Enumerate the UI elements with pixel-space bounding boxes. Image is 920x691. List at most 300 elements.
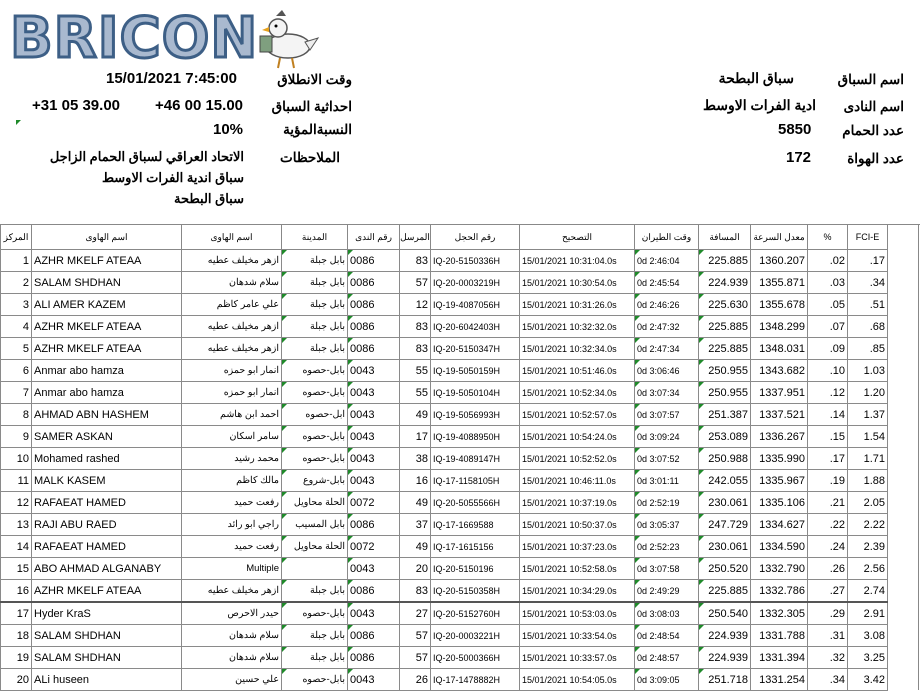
row-city: بابل جبلة [282, 316, 348, 338]
row-distance: 251.387 [699, 404, 751, 426]
row-fci: 2.39 [848, 536, 888, 558]
col-distance: المسافة [699, 225, 751, 250]
row-sent: 12 [400, 294, 431, 316]
row-fancier-ar: احمد ابن هاشم [182, 404, 282, 426]
row-fancier-ar: علي حسين [182, 669, 282, 691]
row-speed: 1355.678 [751, 294, 808, 316]
row-fci: 2.91 [848, 602, 888, 625]
row-city: بابل جبلة [282, 580, 348, 603]
row-club-no: 0072 [348, 492, 400, 514]
row-fancier-ar: راجي ابو رائد [182, 514, 282, 536]
row-fci: 3.08 [848, 625, 888, 647]
row-speed: 1335.990 [751, 448, 808, 470]
row-club-no: 0086 [348, 580, 400, 603]
row-correction: 15/01/2021 10:46:11.0s [520, 470, 635, 492]
row-city: بابل-حصوه [282, 602, 348, 625]
row-sent: 83 [400, 316, 431, 338]
row-fancier-ar: سلام شدهان [182, 272, 282, 294]
row-city: بابل-حصوه [282, 426, 348, 448]
club-name-label: اسم النادى [843, 99, 904, 114]
row-percent: .02 [808, 250, 848, 272]
row-correction: 15/01/2021 10:54:05.0s [520, 669, 635, 691]
row-fancier-en: AHMAD ABN HASHEM [32, 404, 182, 426]
row-position: 17 [1, 602, 32, 625]
row-flight-time: 0d 3:09:24 [635, 426, 699, 448]
row-sent: 38 [400, 448, 431, 470]
row-fancier-en: Anmar abo hamza [32, 360, 182, 382]
row-position: 12 [1, 492, 32, 514]
row-correction: 15/01/2021 10:31:26.0s [520, 294, 635, 316]
row-position: 15 [1, 558, 32, 580]
row-correction: 15/01/2021 10:30:54.0s [520, 272, 635, 294]
row-fancier-en: AZHR MKELF ATEAA [32, 250, 182, 272]
race-latitude: +31 05 39.00 [32, 97, 121, 114]
table-row [1, 514, 888, 536]
row-fancier-ar: Multiple [182, 558, 282, 580]
col-percent: % [808, 225, 848, 250]
notes-label: الملاحظات [280, 150, 340, 165]
table-row [1, 558, 888, 580]
row-fancier-en: Mohamed rashed [32, 448, 182, 470]
row-city: بابل-حصوه [282, 669, 348, 691]
row-fci: 1.03 [848, 360, 888, 382]
row-ring: IQ-19-4089147H [431, 448, 520, 470]
row-flight-time: 0d 2:48:57 [635, 647, 699, 669]
percentage: 10% [213, 121, 244, 138]
row-percent: .32 [808, 647, 848, 669]
row-percent: .34 [808, 669, 848, 691]
row-speed: 1337.951 [751, 382, 808, 404]
row-fci: .34 [848, 272, 888, 294]
row-fancier-ar: ازهر مخيلف عطيه [182, 580, 282, 603]
col-city: المدينة [282, 225, 348, 250]
row-distance: 225.885 [699, 316, 751, 338]
row-position: 16 [1, 580, 32, 603]
row-percent: .29 [808, 602, 848, 625]
row-city: بابل-شروع [282, 470, 348, 492]
birds-count-label: عدد الحمام [842, 123, 904, 138]
row-speed: 1337.521 [751, 404, 808, 426]
row-speed: 1348.031 [751, 338, 808, 360]
row-correction: 15/01/2021 10:37:23.0s [520, 536, 635, 558]
row-fancier-ar: سلام شدهان [182, 647, 282, 669]
row-sent: 26 [400, 669, 431, 691]
row-sent: 83 [400, 250, 431, 272]
col-correction: التصحيح [520, 225, 635, 250]
row-city: بابل-حصوه [282, 360, 348, 382]
row-speed: 1336.267 [751, 426, 808, 448]
row-city: بابل جبلة [282, 625, 348, 647]
row-fci: 3.25 [848, 647, 888, 669]
row-ring: IQ-17-1158105H [431, 470, 520, 492]
row-position: 19 [1, 647, 32, 669]
row-percent: .27 [808, 580, 848, 603]
row-club-no: 0086 [348, 647, 400, 669]
row-city: بابل المسيب [282, 514, 348, 536]
results-table [0, 224, 888, 691]
col-fci: FCI-E [848, 225, 888, 250]
row-percent: .14 [808, 404, 848, 426]
col-flight-time: وقت الطيران [635, 225, 699, 250]
row-club-no: 0043 [348, 404, 400, 426]
logo-text: BRICON [10, 6, 259, 71]
row-fancier-ar: ازهر مخيلف عطيه [182, 338, 282, 360]
row-correction: 15/01/2021 10:37:19.0s [520, 492, 635, 514]
row-fancier-ar: رفعت حميد [182, 492, 282, 514]
table-row [1, 316, 888, 338]
row-fci: 1.54 [848, 426, 888, 448]
row-position: 6 [1, 360, 32, 382]
row-fancier-ar: حيدر الاحرص [182, 602, 282, 625]
table-row [1, 272, 888, 294]
row-fancier-en: AZHR MKELF ATEAA [32, 338, 182, 360]
row-ring: IQ-19-5056993H [431, 404, 520, 426]
row-position: 5 [1, 338, 32, 360]
row-flight-time: 0d 2:46:26 [635, 294, 699, 316]
row-speed: 1343.682 [751, 360, 808, 382]
row-distance: 225.885 [699, 580, 751, 603]
row-fancier-ar: رفعت حميد [182, 536, 282, 558]
row-ring: IQ-19-5050104H [431, 382, 520, 404]
race-name-label: اسم السباق [837, 72, 904, 87]
row-sent: 37 [400, 514, 431, 536]
row-fci: 1.88 [848, 470, 888, 492]
birds-count: 5850 [778, 121, 812, 138]
row-city: ابل-حصوه [282, 404, 348, 426]
row-correction: 15/01/2021 10:33:54.0s [520, 625, 635, 647]
release-time: 15/01/2021 7:45:00 [106, 70, 237, 87]
row-correction: 15/01/2021 10:33:57.0s [520, 647, 635, 669]
row-ring: IQ-20-6042403H [431, 316, 520, 338]
row-flight-time: 0d 3:06:46 [635, 360, 699, 382]
row-percent: .12 [808, 382, 848, 404]
row-fancier-en: ABO AHMAD ALGANABY [32, 558, 182, 580]
row-fancier-ar: سامر اسكان [182, 426, 282, 448]
row-distance: 224.939 [699, 272, 751, 294]
row-club-no: 0086 [348, 250, 400, 272]
row-club-no: 0043 [348, 426, 400, 448]
row-ring: IQ-17-1615156 [431, 536, 520, 558]
row-sent: 27 [400, 602, 431, 625]
row-correction: 15/01/2021 10:52:58.0s [520, 558, 635, 580]
col-ring: رقم الحجل [431, 225, 520, 250]
row-fancier-en: ALI AMER KAZEM [32, 294, 182, 316]
row-flight-time: 0d 2:52:23 [635, 536, 699, 558]
row-sent: 49 [400, 536, 431, 558]
table-row [1, 360, 888, 382]
row-percent: .21 [808, 492, 848, 514]
row-flight-time: 0d 3:08:03 [635, 602, 699, 625]
row-position: 4 [1, 316, 32, 338]
table-header-row [1, 225, 888, 250]
row-fancier-ar: علي عامر كاظم [182, 294, 282, 316]
row-fci: 2.22 [848, 514, 888, 536]
pigeon-mascot-icon [250, 8, 320, 70]
row-fancier-en: RAFAEAT HAMED [32, 492, 182, 514]
row-ring: IQ-20-5000366H [431, 647, 520, 669]
row-fancier-en: RAJI ABU RAED [32, 514, 182, 536]
row-speed: 1331.394 [751, 647, 808, 669]
row-distance: 250.540 [699, 602, 751, 625]
row-speed: 1355.871 [751, 272, 808, 294]
row-flight-time: 0d 3:01:11 [635, 470, 699, 492]
row-position: 7 [1, 382, 32, 404]
row-distance: 224.939 [699, 647, 751, 669]
row-club-no: 0086 [348, 316, 400, 338]
row-distance: 224.939 [699, 625, 751, 647]
row-fci: 3.42 [848, 669, 888, 691]
row-distance: 253.089 [699, 426, 751, 448]
table-row [1, 294, 888, 316]
row-ring: IQ-19-4087056H [431, 294, 520, 316]
race-longitude: +46 00 15.00 [155, 97, 244, 114]
table-row [1, 492, 888, 514]
row-speed: 1334.590 [751, 536, 808, 558]
row-correction: 15/01/2021 10:52:34.0s [520, 382, 635, 404]
row-speed: 1348.299 [751, 316, 808, 338]
col-position: المركز [1, 225, 32, 250]
notes-line-1: الاتحاد العراقي لسباق الحمام الزاجل [49, 149, 244, 164]
row-flight-time: 0d 3:09:05 [635, 669, 699, 691]
row-sent: 49 [400, 492, 431, 514]
row-distance: 251.718 [699, 669, 751, 691]
table-row [1, 426, 888, 448]
row-fancier-en: SAMER ASKAN [32, 426, 182, 448]
row-fancier-en: AZHR MKELF ATEAA [32, 580, 182, 603]
row-percent: .24 [808, 536, 848, 558]
row-correction: 15/01/2021 10:52:57.0s [520, 404, 635, 426]
row-fancier-en: RAFAEAT HAMED [32, 536, 182, 558]
row-percent: .07 [808, 316, 848, 338]
row-speed: 1331.788 [751, 625, 808, 647]
row-distance: 225.885 [699, 250, 751, 272]
row-percent: .22 [808, 514, 848, 536]
row-fancier-en: Hyder KraS [32, 602, 182, 625]
race-coords-label: احداثية السباق [271, 99, 352, 114]
col-club-no: رقم الندى [348, 225, 400, 250]
row-fci: .68 [848, 316, 888, 338]
row-flight-time: 0d 2:45:54 [635, 272, 699, 294]
row-distance: 242.055 [699, 470, 751, 492]
row-ring: IQ-20-5055566H [431, 492, 520, 514]
row-correction: 15/01/2021 10:53:03.0s [520, 602, 635, 625]
row-fci: 2.56 [848, 558, 888, 580]
col-fancier-ar: اسم الهاوى [182, 225, 282, 250]
table-row [1, 625, 888, 647]
row-fci: .85 [848, 338, 888, 360]
row-club-no: 0086 [348, 625, 400, 647]
row-sent: 55 [400, 382, 431, 404]
row-fancier-en: SALAM SHDHAN [32, 272, 182, 294]
row-city: الحلة محاويل [282, 492, 348, 514]
row-ring: IQ-20-0003221H [431, 625, 520, 647]
release-time-label: وقت الانطلاق [277, 72, 352, 87]
row-position: 11 [1, 470, 32, 492]
row-sent: 17 [400, 426, 431, 448]
row-speed: 1360.207 [751, 250, 808, 272]
table-row [1, 602, 888, 625]
row-position: 1 [1, 250, 32, 272]
row-flight-time: 0d 3:07:58 [635, 558, 699, 580]
row-city: الحلة محاويل [282, 536, 348, 558]
row-fancier-en: SALAM SHDHAN [32, 625, 182, 647]
table-row [1, 404, 888, 426]
row-percent: .15 [808, 426, 848, 448]
row-flight-time: 0d 2:52:19 [635, 492, 699, 514]
row-ring: IQ-17-1478882H [431, 669, 520, 691]
row-sent: 83 [400, 580, 431, 603]
row-percent: .03 [808, 272, 848, 294]
row-flight-time: 0d 3:07:57 [635, 404, 699, 426]
row-city: بابل-حصوه [282, 448, 348, 470]
row-club-no: 0072 [348, 536, 400, 558]
table-row [1, 580, 888, 603]
row-distance: 250.955 [699, 382, 751, 404]
row-club-no: 0043 [348, 448, 400, 470]
row-correction: 15/01/2021 10:34:29.0s [520, 580, 635, 603]
row-ring: IQ-20-5150336H [431, 250, 520, 272]
row-fancier-ar: انمار ابو حمزه [182, 382, 282, 404]
row-flight-time: 0d 2:47:34 [635, 338, 699, 360]
row-correction: 15/01/2021 10:51:46.0s [520, 360, 635, 382]
row-club-no: 0086 [348, 514, 400, 536]
row-position: 18 [1, 625, 32, 647]
percentage-label: النسبةالمؤية [283, 122, 352, 137]
row-distance: 230.061 [699, 536, 751, 558]
row-speed: 1335.106 [751, 492, 808, 514]
row-club-no: 0086 [348, 294, 400, 316]
notes-line-3: سباق البطحة [174, 191, 244, 206]
notes-line-2: سباق اندية الفرات الاوسط [101, 170, 244, 185]
row-ring: IQ-17-1669588 [431, 514, 520, 536]
row-correction: 15/01/2021 10:54:24.0s [520, 426, 635, 448]
row-fci: .17 [848, 250, 888, 272]
row-city [282, 558, 348, 580]
table-row [1, 647, 888, 669]
row-speed: 1335.967 [751, 470, 808, 492]
row-correction: 15/01/2021 10:32:34.0s [520, 338, 635, 360]
row-flight-time: 0d 3:07:52 [635, 448, 699, 470]
row-fancier-ar: انمار ابو حمزه [182, 360, 282, 382]
row-club-no: 0086 [348, 338, 400, 360]
row-sent: 83 [400, 338, 431, 360]
row-flight-time: 0d 2:46:04 [635, 250, 699, 272]
row-distance: 225.630 [699, 294, 751, 316]
fanciers-count-label: عدد الهواة [847, 151, 904, 166]
table-row [1, 338, 888, 360]
row-fancier-ar: ازهر مخيلف عطيه [182, 250, 282, 272]
row-city: بابل جبلة [282, 294, 348, 316]
row-fci: 1.37 [848, 404, 888, 426]
row-fancier-ar: محمد رشيد [182, 448, 282, 470]
row-club-no: 0086 [348, 272, 400, 294]
race-name: سباق البطحة [718, 70, 794, 86]
row-fancier-en: AZHR MKELF ATEAA [32, 316, 182, 338]
row-ring: IQ-20-0003219H [431, 272, 520, 294]
row-flight-time: 0d 2:49:29 [635, 580, 699, 603]
row-city: بابل جبلة [282, 338, 348, 360]
col-speed: معدل السرعة [751, 225, 808, 250]
row-sent: 16 [400, 470, 431, 492]
row-speed: 1332.305 [751, 602, 808, 625]
row-percent: .05 [808, 294, 848, 316]
row-fancier-en: MALK KASEM [32, 470, 182, 492]
row-ring: IQ-20-5150347H [431, 338, 520, 360]
row-distance: 250.988 [699, 448, 751, 470]
row-correction: 15/01/2021 10:52:52.0s [520, 448, 635, 470]
fanciers-count: 172 [786, 149, 812, 166]
row-fancier-en: SALAM SHDHAN [32, 647, 182, 669]
row-distance: 250.955 [699, 360, 751, 382]
row-position: 20 [1, 669, 32, 691]
row-flight-time: 0d 2:47:32 [635, 316, 699, 338]
row-percent: .17 [808, 448, 848, 470]
row-sent: 49 [400, 404, 431, 426]
row-ring: IQ-19-4088950H [431, 426, 520, 448]
row-fancier-ar: ازهر مخيلف عطيه [182, 316, 282, 338]
row-club-no: 0043 [348, 602, 400, 625]
row-flight-time: 0d 3:05:37 [635, 514, 699, 536]
row-city: بابل جبلة [282, 647, 348, 669]
row-sent: 55 [400, 360, 431, 382]
page-right-border [918, 224, 919, 690]
row-fancier-ar: سلام شدهان [182, 625, 282, 647]
row-club-no: 0043 [348, 382, 400, 404]
row-ring: IQ-20-5150196 [431, 558, 520, 580]
row-percent: .19 [808, 470, 848, 492]
row-fci: 1.20 [848, 382, 888, 404]
row-speed: 1331.254 [751, 669, 808, 691]
row-fancier-en: ALi huseen [32, 669, 182, 691]
cell-marker [16, 120, 21, 125]
table-row [1, 448, 888, 470]
row-percent: .10 [808, 360, 848, 382]
row-ring: IQ-20-5152760H [431, 602, 520, 625]
bricon-logo [10, 8, 310, 70]
row-fci: 2.74 [848, 580, 888, 603]
row-position: 10 [1, 448, 32, 470]
row-flight-time: 0d 3:07:34 [635, 382, 699, 404]
table-row [1, 382, 888, 404]
row-position: 14 [1, 536, 32, 558]
row-sent: 20 [400, 558, 431, 580]
row-percent: .31 [808, 625, 848, 647]
table-row [1, 536, 888, 558]
row-fancier-en: Anmar abo hamza [32, 382, 182, 404]
row-club-no: 0043 [348, 360, 400, 382]
row-city: بابل جبلة [282, 272, 348, 294]
row-sent: 57 [400, 625, 431, 647]
row-distance: 247.729 [699, 514, 751, 536]
row-fci: 2.05 [848, 492, 888, 514]
table-row [1, 470, 888, 492]
row-speed: 1332.786 [751, 580, 808, 603]
row-club-no: 0043 [348, 470, 400, 492]
col-fancier-en: اسم الهاوى [32, 225, 182, 250]
row-position: 8 [1, 404, 32, 426]
row-club-no: 0043 [348, 558, 400, 580]
row-percent: .26 [808, 558, 848, 580]
row-position: 3 [1, 294, 32, 316]
row-sent: 57 [400, 647, 431, 669]
col-sent: المرسل [400, 225, 431, 250]
row-correction: 15/01/2021 10:32:32.0s [520, 316, 635, 338]
table-row [1, 669, 888, 691]
row-fci: .51 [848, 294, 888, 316]
row-percent: .09 [808, 338, 848, 360]
row-correction: 15/01/2021 10:31:04.0s [520, 250, 635, 272]
row-city: بابل جبلة [282, 250, 348, 272]
